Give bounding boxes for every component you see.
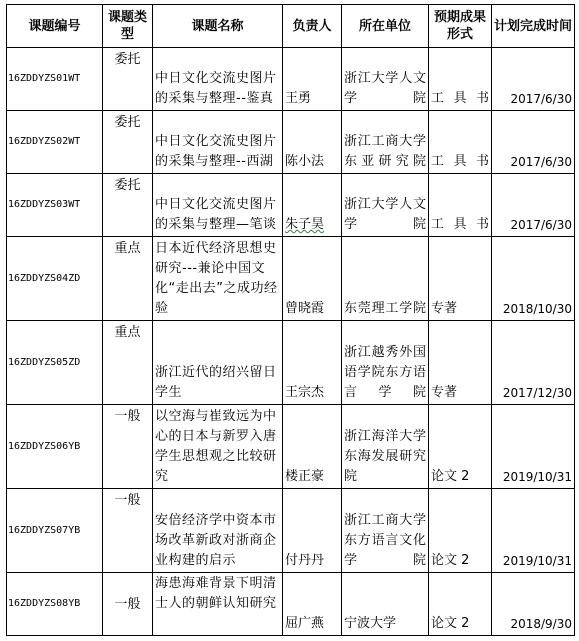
- project-type: 委托: [103, 48, 153, 111]
- table-row: [7, 237, 575, 321]
- table-row: [7, 489, 575, 573]
- project-deadline: 2017/12/30: [492, 321, 575, 405]
- project-output: [429, 174, 492, 237]
- project-unit: 东莞理工学院: [342, 237, 429, 321]
- project-deadline: 2017/6/30: [492, 111, 575, 174]
- project-code: 16ZDDYZS05ZD: [7, 321, 103, 405]
- project-type: 一般: [103, 573, 153, 636]
- project-lead: 付丹丹: [283, 489, 342, 573]
- output-text: 工 具 书: [431, 91, 489, 106]
- project-code: 16ZDDYZS03WT: [7, 174, 103, 237]
- project-title: 中日文化交流史图片的采集与整理--鉴真: [153, 48, 283, 111]
- project-unit: 浙江工商大学东方语言文化学院: [342, 489, 429, 573]
- project-output: [429, 111, 492, 174]
- table-row: [7, 573, 575, 636]
- project-table: [6, 4, 575, 636]
- project-type: 委托: [103, 111, 153, 174]
- header-type: 课题类型: [103, 5, 153, 48]
- project-code: 16ZDDYZS04ZD: [7, 237, 103, 321]
- header-person: 负责人: [283, 5, 342, 48]
- project-deadline: 2019/10/31: [492, 489, 575, 573]
- project-type: 重点: [103, 237, 153, 321]
- output-text: 工 具 书: [431, 217, 489, 232]
- project-code: 16ZDDYZS02WT: [7, 111, 103, 174]
- project-output: 论文 2: [429, 405, 492, 489]
- header-row: [7, 5, 575, 48]
- project-lead: 王勇: [283, 48, 342, 111]
- header-form: 预期成果形式: [429, 5, 492, 48]
- project-unit: 浙江大学人文学院: [342, 48, 429, 111]
- project-lead: 王宗杰: [283, 321, 342, 405]
- project-output: [429, 48, 492, 111]
- table-row: [7, 111, 575, 174]
- project-lead: [283, 174, 342, 237]
- table-row: [7, 405, 575, 489]
- table-row: [7, 48, 575, 111]
- project-title: 日本近代经济思想史研究---兼论中国文化“走出去”之成功经验: [153, 237, 283, 321]
- project-title: 以空海与崔致远为中心的日本与新罗入唐学生思想观之比较研究: [153, 405, 283, 489]
- project-code: 16ZDDYZS08YB: [7, 573, 103, 636]
- header-code: 课题编号: [7, 5, 103, 48]
- project-title: 安倍经济学中资本市场改革新政对浙商企业构建的启示: [153, 489, 283, 573]
- project-lead: 曾晓霞: [283, 237, 342, 321]
- project-unit: 浙江越秀外国语学院东方语言学院: [342, 321, 429, 405]
- project-lead: 屈广燕: [283, 573, 342, 636]
- project-output: 专著: [429, 237, 492, 321]
- project-type: 一般: [103, 405, 153, 489]
- project-deadline: 2018/9/30: [492, 573, 575, 636]
- header-unit: 所在单位: [342, 5, 429, 48]
- project-output: 论文 2: [429, 489, 492, 573]
- project-type: 一般: [103, 489, 153, 573]
- header-title: 课题名称: [153, 5, 283, 48]
- project-deadline: 2018/10/30: [492, 237, 575, 321]
- project-title: 中日文化交流史图片的采集与整理—笔谈: [153, 174, 283, 237]
- project-unit: 浙江工商大学东亚研究院: [342, 111, 429, 174]
- project-unit: 宁波大学: [342, 573, 429, 636]
- project-lead-name: 朱子昊: [285, 217, 325, 232]
- output-text: 工 具 书: [431, 154, 489, 169]
- project-code: 16ZDDYZS06YB: [7, 405, 103, 489]
- project-deadline: 2017/6/30: [492, 174, 575, 237]
- project-code: 16ZDDYZS01WT: [7, 48, 103, 111]
- project-output: 论文 2: [429, 573, 492, 636]
- project-output: 专著: [429, 321, 492, 405]
- project-deadline: 2019/10/31: [492, 405, 575, 489]
- project-deadline: 2017/6/30: [492, 48, 575, 111]
- project-unit: 浙江海洋大学东海发展研究院: [342, 405, 429, 489]
- project-title: 浙江近代的绍兴留日学生: [153, 321, 283, 405]
- project-title: 中日文化交流史图片的采集与整理--西湖: [153, 111, 283, 174]
- table-row: [7, 174, 575, 237]
- project-title: 海患海难背景下明清士人的朝鲜认知研究: [153, 573, 283, 636]
- header-date: 计划完成时间: [492, 5, 575, 48]
- project-lead: 楼正豪: [283, 405, 342, 489]
- project-lead: 陈小法: [283, 111, 342, 174]
- project-unit: 浙江大学人文学院: [342, 174, 429, 237]
- table-row: [7, 321, 575, 405]
- project-code: 16ZDDYZS07YB: [7, 489, 103, 573]
- project-type: 委托: [103, 174, 153, 237]
- project-type: 重点: [103, 321, 153, 405]
